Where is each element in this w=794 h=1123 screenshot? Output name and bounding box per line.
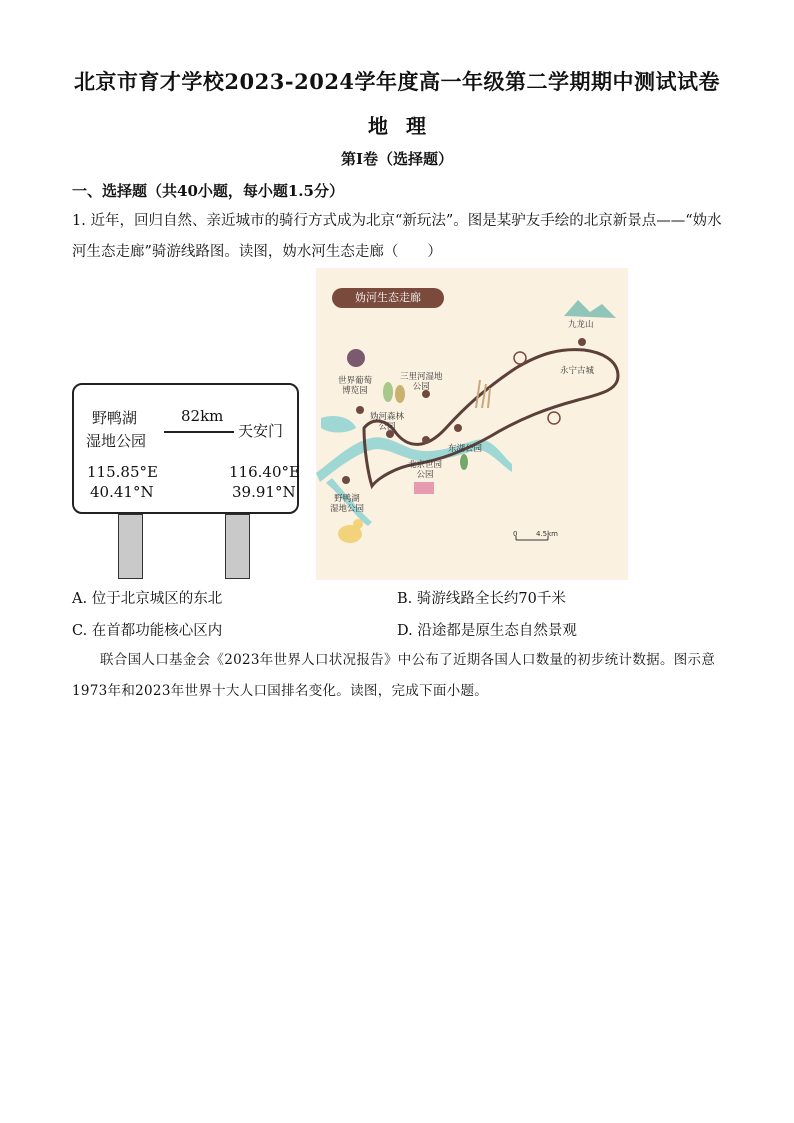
tree-icon <box>383 382 393 402</box>
cyclist-icon <box>514 352 526 364</box>
grape-icon <box>347 349 365 367</box>
label-sanli-line-2: 公园 <box>412 382 430 392</box>
cyclist-icon-2 <box>548 412 560 424</box>
option-b: B. 骑游线路全长约70千米 <box>397 591 566 607</box>
label-grape-line-2: 博览园 <box>342 386 368 396</box>
sign-left-lat: 40.41°N <box>90 483 154 501</box>
label-sanli-line-1: 三里河湿地 <box>400 372 443 382</box>
pin-yeyahu <box>342 476 350 484</box>
subject-title: 地理 <box>368 114 444 138</box>
expo-building-icon <box>414 482 434 494</box>
pin-grape <box>356 406 364 414</box>
option-d: D. 沿途都是原生态自然景观 <box>397 623 577 639</box>
sign-left-lon: 115.85°E <box>87 463 158 481</box>
sign-post-right <box>225 514 250 579</box>
label-expo-line-1: 北京世园 <box>408 460 443 470</box>
scale-value-label: 4.5km <box>536 530 559 538</box>
label-expo <box>408 460 442 480</box>
reservoir <box>321 416 356 432</box>
label-yeyahu-line-2: 湿地公园 <box>330 504 365 514</box>
label-guihe <box>370 412 404 432</box>
label-yeyahu <box>330 494 364 514</box>
label-jiulongshan: 九龙山 <box>568 320 594 330</box>
exam-title: 北京市育才学校2023-2024学年度高一年级第二学期期中测试试卷 <box>73 69 721 94</box>
pin-jiulongshan <box>578 338 586 346</box>
sign-left-name-2: 湿地公园 <box>86 432 147 450</box>
pin-donghu <box>454 424 462 432</box>
passage-text: 联合国人口基金会《2023年世界人口状况报告》中公布了近期各国人口数量的初步统计数据。图示意1973年和2023年世界十大人口国排名变化。读图，完成下面小题。 <box>72 652 716 699</box>
label-expo-line-2: 公园 <box>416 470 434 480</box>
sign-post-left <box>118 514 143 579</box>
label-yeyahu-line-1: 野鸭湖 <box>334 494 360 504</box>
tree-icon-3 <box>460 454 468 470</box>
sign-left-name-1: 野鸭湖 <box>92 409 138 427</box>
sign-right-name: 天安门 <box>238 422 284 440</box>
map-title: 妫河生态走廊 <box>332 288 444 308</box>
sign-distance: 82km <box>181 407 224 425</box>
map-drawing <box>316 268 628 580</box>
option-c: C. 在首都功能核心区内 <box>72 623 223 639</box>
label-grape <box>338 376 372 396</box>
question-1-line-2: 河生态走廊”骑游线路图。读图，妫水河生态走廊（ ） <box>72 244 442 260</box>
label-yongning: 永宁古城 <box>560 366 595 376</box>
cycling-route-map <box>316 268 628 580</box>
label-donghu: 东湖公园 <box>448 444 483 454</box>
question-1-stem <box>72 206 732 268</box>
sign-right-lat: 39.91°N <box>232 483 296 501</box>
scale-zero-label: 0 <box>513 530 518 538</box>
mountain-icon <box>564 300 616 318</box>
section-heading: 一、选择题（共40小题，每小题1.5分） <box>72 182 344 200</box>
label-grape-line-1: 世界葡萄 <box>338 376 373 386</box>
label-guihe-line-1: 妫河森林 <box>370 412 405 422</box>
part-title: 第Ⅰ卷（选择题） <box>340 150 454 168</box>
duck-head-icon <box>353 519 363 529</box>
distance-sign <box>72 383 299 514</box>
pin-expo <box>422 436 430 444</box>
label-guihe-line-2: 公园 <box>378 422 396 432</box>
option-a: A. 位于北京城区的东北 <box>72 591 223 607</box>
sign-right-lon: 116.40°E <box>229 463 300 481</box>
question-1-line-1: 1. 近年，回归自然、亲近城市的骑行方式成为北京“新玩法”。图是某驴友手绘的北京新景点——“妫水 <box>72 213 722 229</box>
sign-distance-line <box>164 431 234 433</box>
label-sanli <box>400 372 443 392</box>
